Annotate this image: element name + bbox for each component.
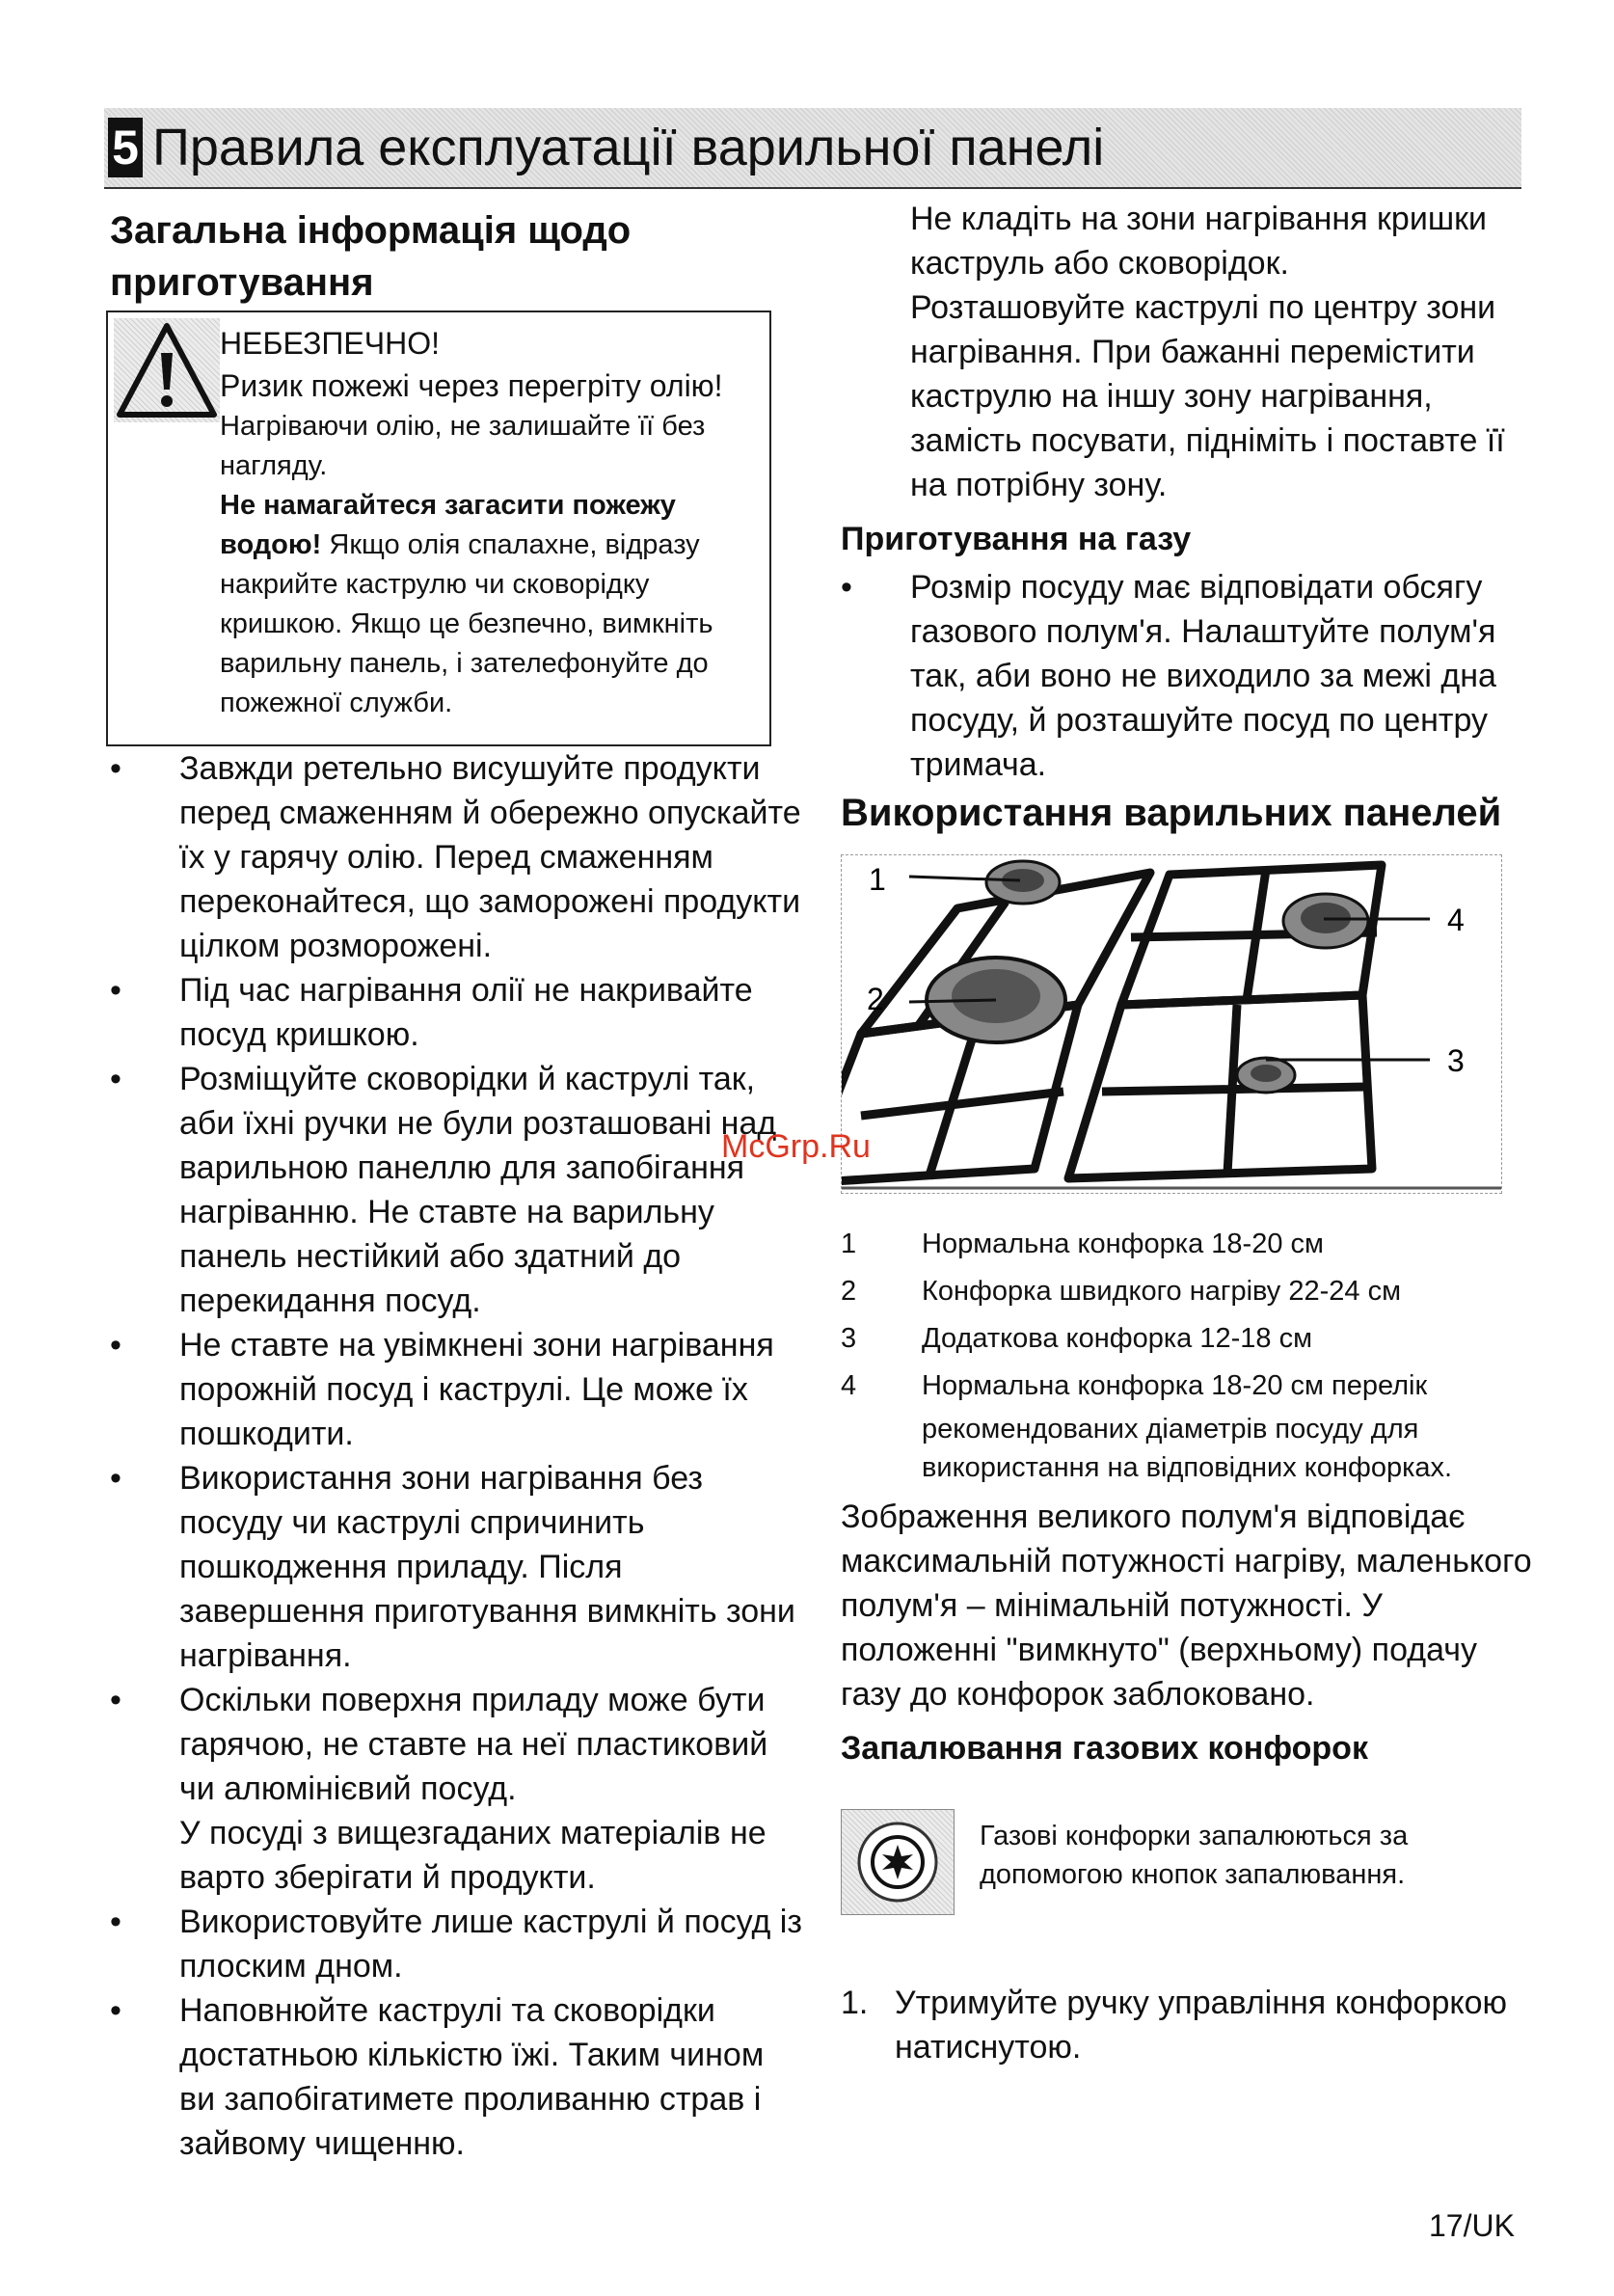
safety-bullet [110,1456,804,1678]
hob-burners-figure [841,854,1502,1194]
text-line: на потрібну зону. [910,467,1168,503]
ignition-button-icon [841,1809,955,1915]
danger-warning-box [106,311,771,746]
bullet-line: • Під час нагрівання олії не накривайте [179,972,753,1009]
step-number: 1. [841,1985,869,2021]
legend-row [841,1221,1535,1268]
text-line: Утримуйте ручку управління конфоркою [895,1985,1508,2021]
ignition-note [980,1817,1520,1894]
legend-text: Конфорка швидкого нагріву 22-24 см [922,1276,1402,1307]
section-title: Правила експлуатації варильної панелі [152,119,1105,176]
safety-bullet [110,1323,804,1456]
bullet-line: посуду чи каструлі спричинить [179,1504,645,1541]
warning-text [220,322,760,723]
hob-illustration [842,855,1501,1193]
bullet-line: посуду, й розташуйте посуд по центру [910,702,1489,739]
bullet-line: завершення приготування вимкніть зони [179,1593,795,1630]
safety-bullet [110,746,804,968]
text-line: каструлю на іншу зону нагрівання, [910,378,1433,415]
bullet-line: нагрівання. [179,1637,352,1674]
burner-label-1: 1 [869,862,886,897]
safety-bullet [110,968,804,1057]
legend-number: 2 [841,1276,857,1307]
text-line: натиснутою. [895,2029,1082,2066]
bullet-line: • Використання зони нагрівання без [179,1460,703,1497]
bullet-line: переконайтеся, що заморожені продукти [179,883,801,920]
bullet-line: перекидання посуд. [179,1283,481,1319]
ignition-step-1 [841,1981,1535,2069]
text-line: замість посувати, підніміть і поставте її [910,422,1505,459]
text-line: нагрівання. При бажанні перемістити [910,334,1475,370]
text-line: Зображення великого полум'я відповідає [841,1499,1466,1535]
bullet-line: варто зберігати й продукти. [179,1859,596,1896]
gas-bullet-list [841,565,1516,787]
bullet-line: • Розміщуйте сковорідки й каструлі так, [179,1061,756,1097]
gas-cooking-heading: Приготування на газу [841,521,1192,557]
hob-usage-heading [841,787,1535,839]
bullet-line: так, аби воно не виходило за межі дна [910,658,1496,694]
bullet-line: • Оскільки поверхня приладу може бути [179,1682,766,1718]
warning-line-rest: Якщо олія спалахне, відразу [321,529,700,560]
warning-bold-line: Не намагайтеся загасити пожежу [220,490,676,521]
burner-label-4: 4 [1447,903,1465,937]
heading-line-1: Загальна інформація щодо [110,209,632,252]
bullet-line: цілком розморожені. [179,928,493,964]
warning-line: кришкою. Якщо це безпечно, вимкніть [220,608,713,639]
gas-bullet [841,565,1516,787]
bullet-line: нагріванню. Не ставте на варильну [179,1194,714,1230]
warning-bold-word: водою! [220,529,322,560]
legend-number: 4 [841,1370,857,1401]
safety-bullet [110,1988,804,2166]
section-number: 5 [108,118,143,177]
legend-text: Додаткова конфорка 12-18 см [922,1323,1313,1354]
gas-cooking-section [841,517,1516,787]
text-line: каструль або сковорідок. [910,245,1289,282]
warning-triangle-icon [114,318,220,422]
text-line: Газові конфорки запалюються за [980,1821,1409,1851]
ignition-heading: Запалювання газових конфорок [841,1730,1368,1767]
legend-row [841,1315,1535,1363]
bullet-line: пошкодити. [179,1416,354,1452]
bullet-line: гарячою, не ставте на неї пластиковий [179,1726,768,1763]
bullet-line: • Не ставте на увімкнені зони нагрівання [179,1327,774,1364]
step-text [895,1981,1507,2069]
bullet-line: порожній посуд і каструлі. Це може їх [179,1371,748,1408]
bullet-line: варильною панеллю для запобігання [179,1149,745,1186]
text-line: максимальній потужності нагріву, маленького [841,1543,1532,1580]
text-line: полум'я – мінімальній потужності. У [841,1587,1383,1624]
warning-line: нагляду. [220,450,328,481]
warning-mixed-line [220,526,760,565]
legend-number: 3 [841,1323,857,1354]
bullet-line: У посуді з вищезгаданих матеріалів не [179,1815,767,1851]
bullet-line: ви запобігатимете проливанню страв і [179,2081,762,2118]
bullet-line: тримача. [910,746,1047,783]
text-line: Не кладіть на зони нагрівання кришки [910,201,1487,237]
warning-subtitle: Ризик пожежі через перегріту олію! [220,368,723,403]
warning-title: НЕБЕЗПЕЧНО! [220,326,440,361]
legend-text: Нормальна конфорка 18-20 см перелік [922,1370,1428,1401]
text-line: положенні "вимкнуто" (верхньому) подачу [841,1632,1477,1668]
safety-bullet [110,1057,804,1323]
bullet-line: перед смаженням й обережно опускайте [179,795,801,831]
general-info-heading [110,204,785,309]
bullet-line: • Завжди ретельно висушуйте продукти [179,750,761,787]
bullet-line: зайвому чищенню. [179,2125,465,2162]
page-number: 17/UK [1429,2208,1515,2243]
burner-label-3: 3 [1447,1043,1465,1078]
bullet-line: панель нестійкий або здатний до [179,1238,682,1275]
bullet-line: достатньою кількістю їжі. Таким чином [179,2037,765,2073]
bullet-line: аби їхні ручки не були розташовані над [179,1105,777,1142]
heading-line-2: приготування [110,261,374,304]
bullet-line: посуд кришкою. [179,1016,419,1053]
warning-line: пожежної служби. [220,688,453,718]
warning-line: варильну панель, і зателефонуйте до [220,648,709,679]
bullet-line: газового полум'я. Налаштуйте полум'я [910,613,1496,650]
hob-usage-title: Використання варильних панелей [841,792,1502,834]
warning-line: накрийте каструлю чи сковорідку [220,569,650,600]
bullet-line: • Наповнюйте каструлі та сковорідки [179,1992,715,2029]
pan-placement-text [910,197,1527,507]
bullet-line: плоским дном. [179,1948,403,1985]
legend-text: використання на відповідних конфорках. [922,1452,1453,1483]
legend-row [841,1363,1535,1410]
section-title-bar [104,108,1521,189]
legend-number: 1 [841,1229,857,1259]
safety-bullet [110,1900,804,1988]
legend-text: рекомендованих діаметрів посуду для [922,1414,1419,1445]
legend-row [841,1268,1535,1315]
text-line: газу до конфорок заблоковано. [841,1676,1315,1713]
bullet-line: • Розмір посуду має відповідати обсягу [910,569,1483,606]
bullet-line: пошкодження приладу. Після [179,1549,623,1585]
bullet-line: їх у гарячу олію. Перед смаженням [179,839,713,876]
bullet-line: чи алюмінієвий посуд. [179,1770,517,1807]
bullet-line: • Використовуйте лише каструлі й посуд із [179,1904,802,1940]
flame-size-paragraph [841,1495,1535,1716]
legend-text: Нормальна конфорка 18-20 см [922,1229,1324,1259]
warning-line: Нагріваючи олію, не залишайте її без [220,411,706,442]
text-line: допомогою кнопок запалювання. [980,1859,1406,1890]
legend-continuation [841,1410,1535,1487]
watermark: McGrp.Ru [721,1128,871,1165]
safety-bullet-list [110,746,804,2166]
burner-legend [841,1221,1535,1487]
text-line: Розташовуйте каструлі по центру зони [910,289,1496,326]
safety-bullet [110,1678,804,1900]
burner-label-2: 2 [867,982,884,1016]
